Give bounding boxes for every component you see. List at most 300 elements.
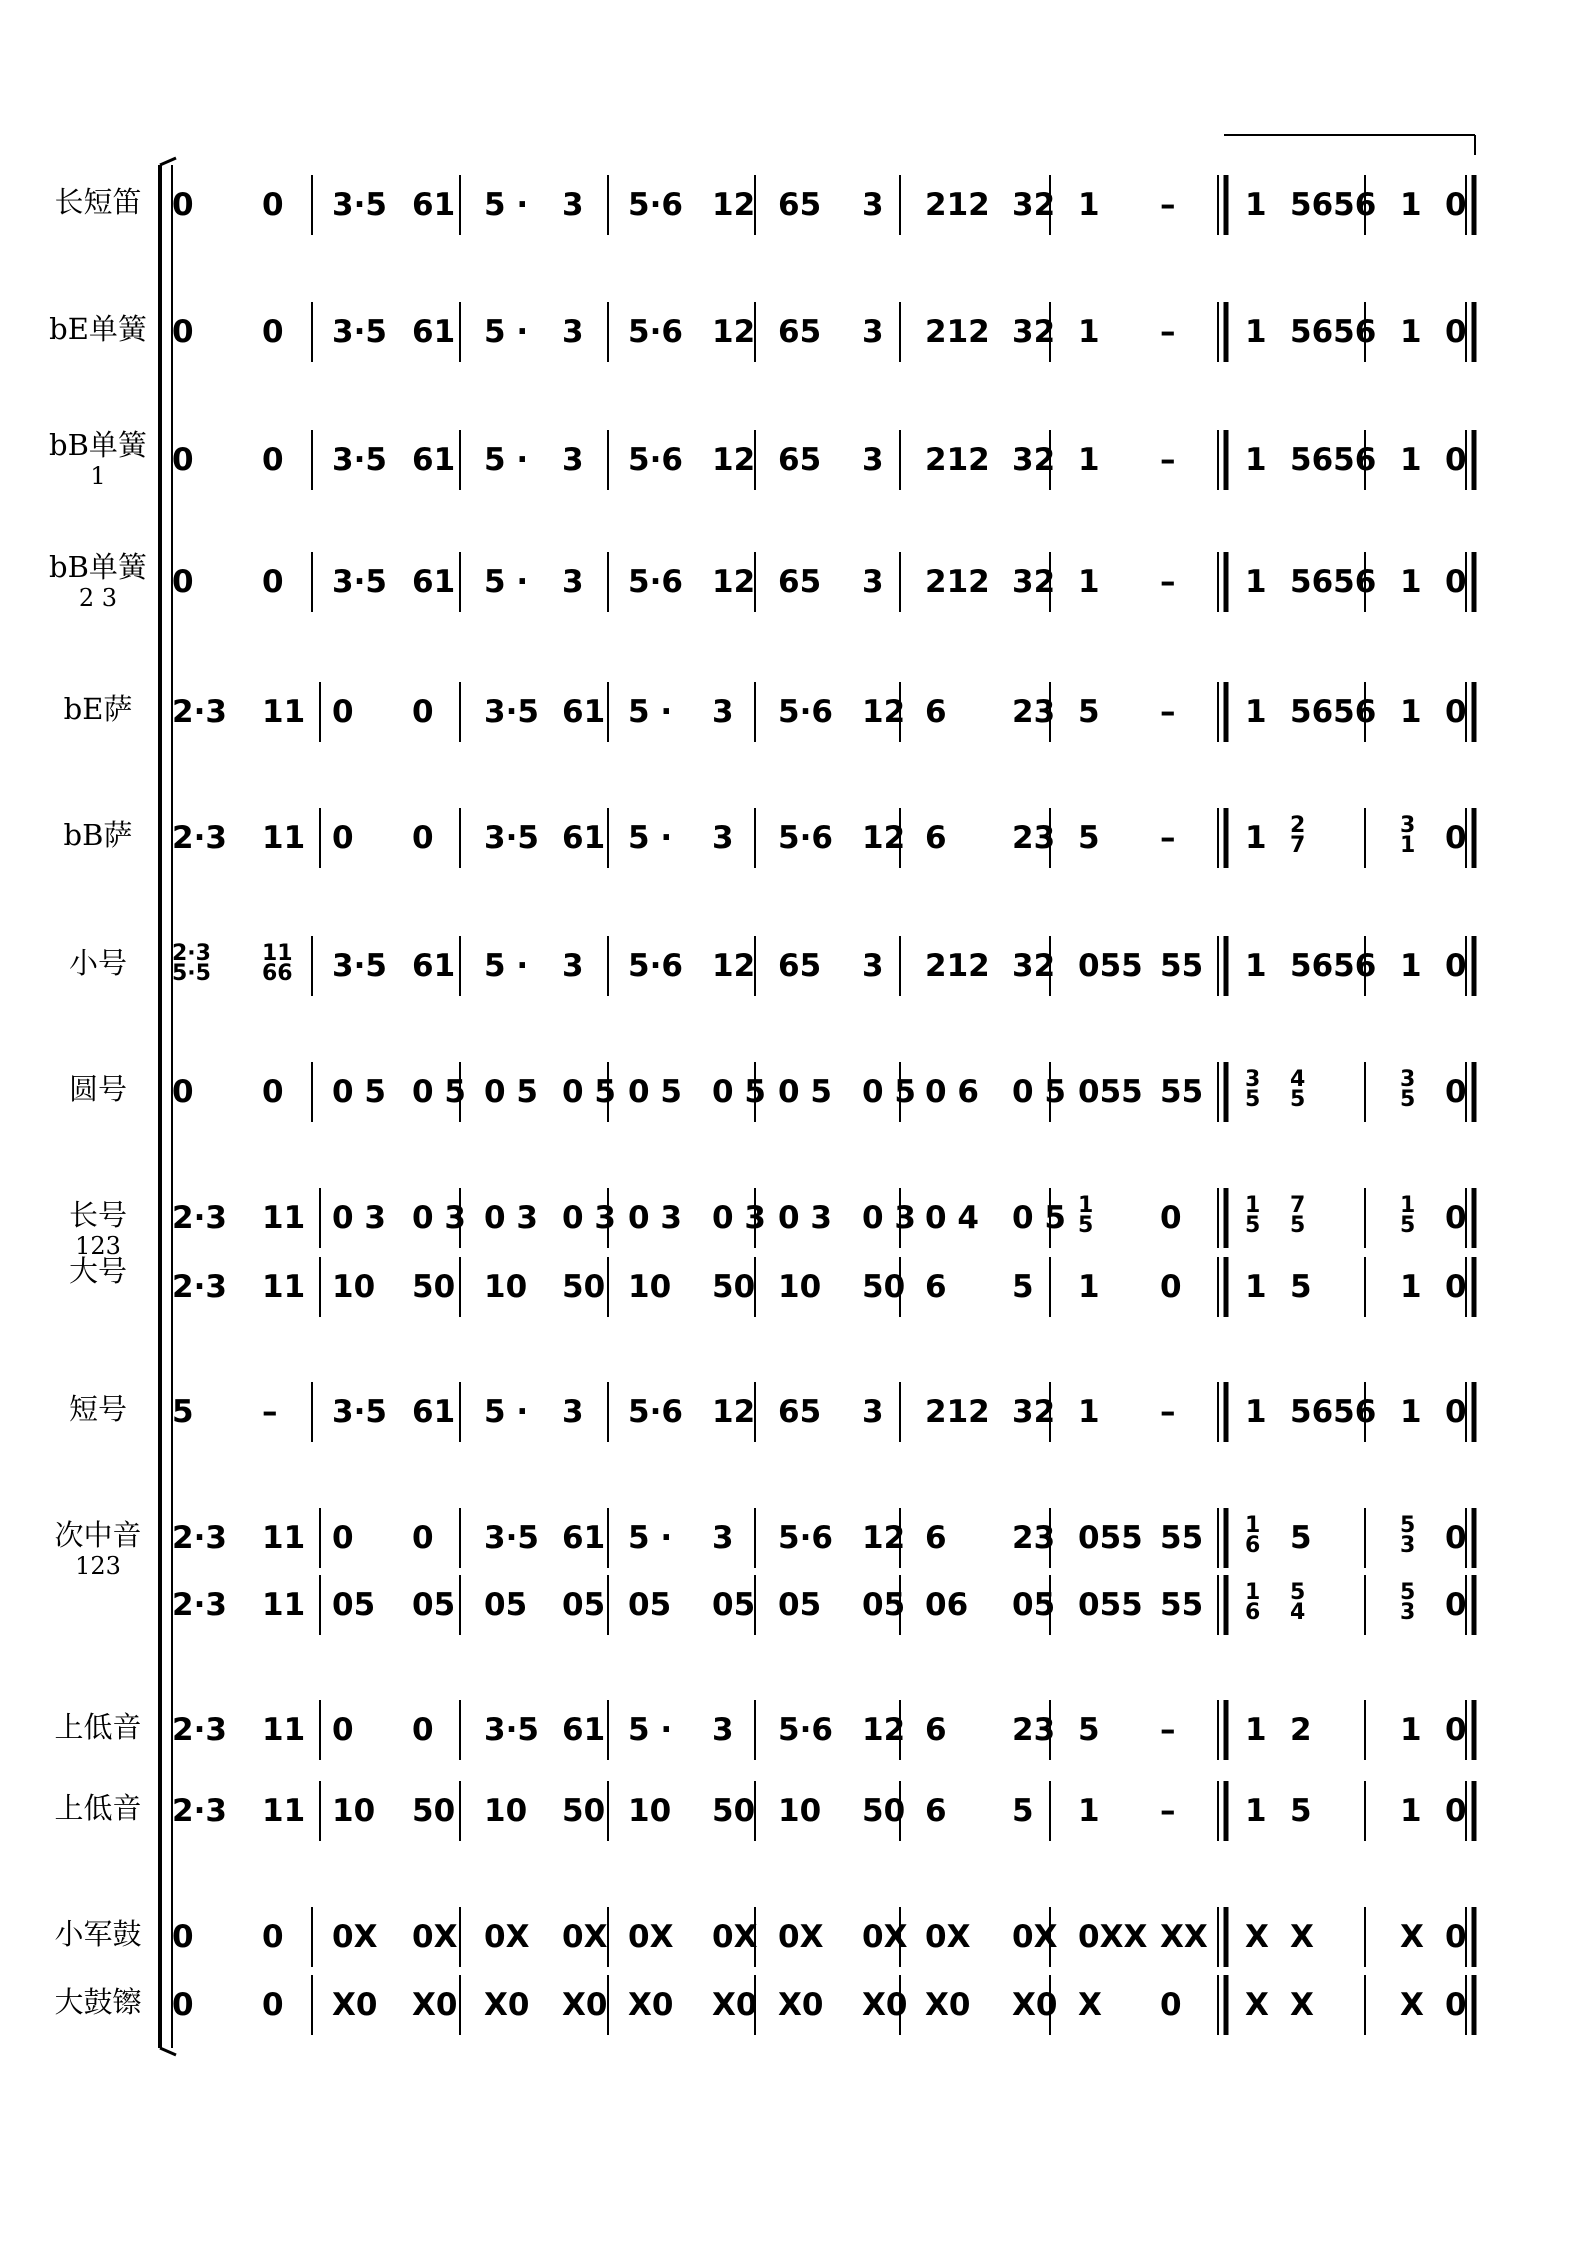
- note-cell: 212: [925, 314, 990, 350]
- note-cell: X0: [562, 1987, 608, 2023]
- note-cell: 1: [1400, 948, 1422, 984]
- note-cell: 5656: [1290, 1394, 1377, 1430]
- note-cell: 12: [712, 187, 756, 223]
- note-cell: 5·6: [628, 442, 683, 478]
- note-cell: 1: [1245, 820, 1267, 856]
- note-cell: 212: [925, 1394, 990, 1430]
- note-cell: 55: [1160, 1587, 1204, 1623]
- note-cell: 1: [1245, 564, 1267, 600]
- note-cell: 5 ·: [484, 442, 529, 478]
- instrument-label: [38, 1985, 158, 2019]
- note-cell: 32: [1012, 314, 1056, 350]
- note-cell: 32: [1012, 1394, 1056, 1430]
- note-cell: 10: [332, 1269, 376, 1305]
- note-cell: 10: [628, 1793, 672, 1829]
- note-cell: 0X: [925, 1919, 971, 1955]
- note-cell: 3: [712, 1712, 734, 1748]
- note-cell: 212: [925, 187, 990, 223]
- instrument-label: [38, 1791, 158, 1825]
- note-cell: 3: [862, 564, 884, 600]
- note-cell: 5: [1012, 1793, 1034, 1829]
- instrument-name: 小军鼓: [54, 1917, 142, 1951]
- note-cell: 1: [1245, 187, 1267, 223]
- note-cell: 05: [862, 1587, 906, 1623]
- note-cell: 1: [1245, 314, 1267, 350]
- note-cell: 65: [778, 1394, 822, 1430]
- instrument-name: bB萨: [63, 818, 133, 852]
- note-cell: 32: [1012, 187, 1056, 223]
- note-cell: X0: [484, 1987, 530, 2023]
- note-cell: 11: [262, 1200, 306, 1236]
- note-cell: 0: [1445, 1919, 1467, 1955]
- note-cell: 5: [1290, 1520, 1312, 1556]
- note-cell: 65: [778, 314, 822, 350]
- note-cell: 0: [172, 1074, 194, 1110]
- instrument-name: 大鼓镲: [54, 1985, 142, 2019]
- note-cell: –: [1160, 694, 1176, 730]
- note-cell: 5·6: [628, 948, 683, 984]
- instrument-label: [38, 1254, 158, 1288]
- note-cell: 0 5: [628, 1074, 682, 1110]
- note-cell: 0: [1445, 820, 1467, 856]
- note-cell: 55: [1160, 948, 1204, 984]
- instrument-label: [38, 1072, 158, 1106]
- note-cell: –: [1160, 820, 1176, 856]
- instrument-sub: 123: [75, 1232, 121, 1260]
- note-cell: 1: [1400, 564, 1422, 600]
- note-cell: 0: [412, 1520, 434, 1556]
- note-cell: 2: [1290, 1712, 1312, 1748]
- note-cell: 1 5: [1400, 1193, 1416, 1238]
- note-cell: 61: [412, 1394, 456, 1430]
- note-cell: 5: [1290, 1269, 1312, 1305]
- note-cell: 50: [412, 1793, 456, 1829]
- note-cell: X0: [778, 1987, 824, 2023]
- instrument-name: bE萨: [63, 692, 133, 726]
- note-cell: 0: [262, 564, 284, 600]
- note-cell: 2·3: [172, 694, 227, 730]
- note-cell: 0X: [862, 1919, 908, 1955]
- note-cell: 1: [1245, 1793, 1267, 1829]
- note-cell: 0: [332, 820, 354, 856]
- note-cell: 61: [562, 1520, 606, 1556]
- note-cell: 6: [925, 1269, 947, 1305]
- instrument-name: 上低音: [54, 1791, 142, 1825]
- note-cell: 0: [262, 1919, 284, 1955]
- note-cell: 3·5: [332, 948, 387, 984]
- note-cell: 0: [1445, 1269, 1467, 1305]
- note-cell: 3: [562, 314, 584, 350]
- note-cell: 55: [1160, 1520, 1204, 1556]
- note-cell: 0 5: [712, 1074, 766, 1110]
- note-cell: 5 ·: [628, 694, 673, 730]
- note-cell: 3: [862, 314, 884, 350]
- note-cell: 1: [1078, 314, 1100, 350]
- note-cell: 12: [712, 564, 756, 600]
- note-cell: 2·3: [172, 1200, 227, 1236]
- note-cell: 0: [262, 1074, 284, 1110]
- note-cell: 5 ·: [628, 1712, 673, 1748]
- note-cell: 0 4: [925, 1200, 979, 1236]
- note-cell: 5·6: [628, 187, 683, 223]
- note-cell: 10: [484, 1793, 528, 1829]
- note-cell: 10: [778, 1793, 822, 1829]
- note-cell: 12: [712, 314, 756, 350]
- note-cell: 3: [562, 948, 584, 984]
- note-cell: 1: [1400, 442, 1422, 478]
- note-cell: X: [1245, 1919, 1269, 1955]
- instrument-label: [38, 1392, 158, 1426]
- note-cell: 1: [1245, 694, 1267, 730]
- note-cell: 61: [412, 187, 456, 223]
- note-cell: 5·6: [628, 314, 683, 350]
- note-cell: 3: [862, 442, 884, 478]
- note-cell: 0: [1445, 1987, 1467, 2023]
- note-cell: 50: [712, 1269, 756, 1305]
- note-cell: 5: [1012, 1269, 1034, 1305]
- note-cell: 50: [562, 1793, 606, 1829]
- note-cell: 3: [562, 442, 584, 478]
- note-cell: 0: [1445, 948, 1467, 984]
- note-cell: 3: [712, 694, 734, 730]
- note-cell: 50: [862, 1269, 906, 1305]
- note-cell: 0 6: [925, 1074, 979, 1110]
- note-cell: 0 5: [1012, 1200, 1066, 1236]
- note-cell: 055: [1078, 1587, 1143, 1623]
- note-cell: 1: [1245, 442, 1267, 478]
- note-cell: 0: [1160, 1987, 1182, 2023]
- note-cell: 11: [262, 1520, 306, 1556]
- note-cell: 61: [562, 694, 606, 730]
- note-cell: 1: [1400, 187, 1422, 223]
- note-cell: 23: [1012, 820, 1056, 856]
- note-cell: 5: [1078, 1712, 1100, 1748]
- note-cell: 055: [1078, 1520, 1143, 1556]
- note-cell: 5·6: [778, 694, 833, 730]
- note-cell: 0 3: [332, 1200, 386, 1236]
- instrument-label: [38, 550, 158, 612]
- note-cell: 0: [172, 1987, 194, 2023]
- note-cell: 11 66: [262, 941, 293, 986]
- note-cell: 1: [1400, 1269, 1422, 1305]
- note-cell: 5 3: [1400, 1513, 1416, 1558]
- instrument-label: [38, 1710, 158, 1744]
- note-cell: 1 5: [1245, 1193, 1261, 1238]
- note-cell: 65: [778, 442, 822, 478]
- note-cell: X: [1078, 1987, 1102, 2023]
- note-cell: 50: [412, 1269, 456, 1305]
- note-cell: 32: [1012, 564, 1056, 600]
- note-cell: 50: [712, 1793, 756, 1829]
- note-cell: 05: [412, 1587, 456, 1623]
- instrument-sub: 123: [75, 1552, 121, 1580]
- note-cell: 0 3: [412, 1200, 466, 1236]
- note-cell: 0: [412, 694, 434, 730]
- note-cell: 61: [412, 314, 456, 350]
- note-cell: –: [1160, 314, 1176, 350]
- note-cell: 50: [862, 1793, 906, 1829]
- note-cell: 2·3 5·5: [172, 941, 211, 986]
- note-cell: 61: [412, 442, 456, 478]
- note-cell: 7 5: [1290, 1193, 1306, 1238]
- instrument-name: 长号: [68, 1198, 127, 1232]
- note-cell: 5·6: [628, 1394, 683, 1430]
- instrument-sub: 2 3: [78, 584, 118, 612]
- instrument-label: [38, 428, 158, 490]
- note-cell: 5 3: [1400, 1580, 1416, 1625]
- note-cell: 1: [1245, 1269, 1267, 1305]
- note-cell: 055: [1078, 1074, 1143, 1110]
- note-cell: 1: [1078, 187, 1100, 223]
- note-cell: 0 3: [484, 1200, 538, 1236]
- note-cell: X: [1400, 1987, 1424, 2023]
- note-cell: 5 ·: [484, 314, 529, 350]
- note-cell: 1: [1245, 1712, 1267, 1748]
- note-cell: XX: [1160, 1919, 1208, 1955]
- note-cell: 05: [712, 1587, 756, 1623]
- note-cell: –: [1160, 1712, 1176, 1748]
- instrument-sub: 1: [90, 462, 106, 490]
- note-cell: 6: [925, 820, 947, 856]
- note-cell: X0: [925, 1987, 971, 2023]
- note-cell: 12: [862, 1712, 906, 1748]
- instrument-name: 上低音: [54, 1710, 142, 1744]
- note-cell: 5656: [1290, 314, 1377, 350]
- note-cell: 6: [925, 1712, 947, 1748]
- note-cell: –: [262, 1394, 278, 1430]
- note-cell: 65: [778, 564, 822, 600]
- note-cell: 2·3: [172, 1269, 227, 1305]
- note-cell: 0: [172, 314, 194, 350]
- note-cell: –: [1160, 442, 1176, 478]
- instrument-label: [38, 946, 158, 980]
- note-cell: 0: [1445, 1394, 1467, 1430]
- note-cell: 10: [628, 1269, 672, 1305]
- note-cell: 0: [1160, 1269, 1182, 1305]
- note-cell: 1: [1078, 1269, 1100, 1305]
- note-cell: 3: [562, 564, 584, 600]
- instrument-label: [38, 1518, 158, 1580]
- note-cell: 32: [1012, 442, 1056, 478]
- note-cell: 0X: [712, 1919, 758, 1955]
- note-cell: 5·6: [778, 1520, 833, 1556]
- note-cell: 5·6: [628, 564, 683, 600]
- note-cell: 3: [712, 820, 734, 856]
- note-cell: 2·3: [172, 1793, 227, 1829]
- note-cell: 0: [262, 314, 284, 350]
- note-cell: 05: [562, 1587, 606, 1623]
- note-cell: 61: [412, 564, 456, 600]
- note-cell: 2 7: [1290, 813, 1306, 858]
- note-cell: X0: [1012, 1987, 1058, 2023]
- instrument-name: 小号: [68, 946, 127, 980]
- instrument-label: [38, 1198, 158, 1260]
- note-cell: 61: [562, 820, 606, 856]
- note-cell: 12: [862, 1520, 906, 1556]
- note-cell: 1: [1400, 694, 1422, 730]
- note-cell: 5: [172, 1394, 194, 1430]
- note-cell: 3 1: [1400, 813, 1416, 858]
- note-cell: 0: [1445, 1587, 1467, 1623]
- note-cell: 0: [1445, 442, 1467, 478]
- note-cell: 2·3: [172, 1587, 227, 1623]
- note-cell: 1: [1078, 442, 1100, 478]
- note-cell: X: [1290, 1919, 1314, 1955]
- instrument-name: 长短笛: [54, 185, 142, 219]
- note-cell: 5656: [1290, 948, 1377, 984]
- note-cell: 5: [1290, 1793, 1312, 1829]
- note-cell: 0: [332, 1712, 354, 1748]
- note-cell: 5·6: [778, 1712, 833, 1748]
- note-cell: 0 5: [778, 1074, 832, 1110]
- note-cell: 0: [262, 1987, 284, 2023]
- note-cell: 4 5: [1290, 1067, 1306, 1112]
- note-cell: 0: [172, 1919, 194, 1955]
- note-cell: 23: [1012, 1520, 1056, 1556]
- bracket-top: [160, 158, 176, 165]
- note-cell: 1: [1400, 314, 1422, 350]
- note-cell: 1: [1245, 948, 1267, 984]
- note-cell: 0: [1445, 1200, 1467, 1236]
- note-cell: 3·5: [484, 1520, 539, 1556]
- note-cell: 0: [332, 694, 354, 730]
- note-cell: 0 3: [562, 1200, 616, 1236]
- note-cell: 2·3: [172, 1712, 227, 1748]
- note-cell: 5656: [1290, 187, 1377, 223]
- note-cell: 11: [262, 820, 306, 856]
- note-cell: 212: [925, 442, 990, 478]
- instrument-label: [38, 692, 158, 726]
- note-cell: 12: [712, 948, 756, 984]
- note-cell: 212: [925, 564, 990, 600]
- note-cell: 0: [1445, 694, 1467, 730]
- note-cell: 0X: [778, 1919, 824, 1955]
- instrument-name: 短号: [68, 1392, 127, 1426]
- note-cell: 0X: [1012, 1919, 1058, 1955]
- note-cell: 0X: [332, 1919, 378, 1955]
- note-cell: 0: [172, 564, 194, 600]
- note-cell: 2·3: [172, 820, 227, 856]
- note-cell: X: [1400, 1919, 1424, 1955]
- note-cell: 12: [712, 442, 756, 478]
- instrument-label: [38, 818, 158, 852]
- note-cell: 3: [862, 948, 884, 984]
- note-cell: 3 5: [1245, 1067, 1261, 1112]
- note-cell: 05: [778, 1587, 822, 1623]
- note-cell: –: [1160, 1394, 1176, 1430]
- note-cell: 0 5: [862, 1074, 916, 1110]
- note-cell: 06: [925, 1587, 969, 1623]
- note-cell: X0: [332, 1987, 378, 2023]
- note-cell: 32: [1012, 948, 1056, 984]
- note-cell: 05: [1012, 1587, 1056, 1623]
- note-cell: 0 3: [628, 1200, 682, 1236]
- note-cell: 0: [412, 820, 434, 856]
- note-cell: 1 5: [1078, 1193, 1094, 1238]
- note-cell: 0: [172, 442, 194, 478]
- note-cell: X0: [862, 1987, 908, 2023]
- note-cell: 5 ·: [484, 187, 529, 223]
- note-cell: 3·5: [332, 314, 387, 350]
- note-cell: 0: [1445, 564, 1467, 600]
- note-cell: 5 4: [1290, 1580, 1306, 1625]
- note-cell: –: [1160, 564, 1176, 600]
- note-cell: 1: [1400, 1712, 1422, 1748]
- note-cell: 0: [1445, 1712, 1467, 1748]
- note-cell: 0: [1445, 1793, 1467, 1829]
- note-cell: 5 ·: [484, 948, 529, 984]
- note-cell: 11: [262, 1587, 306, 1623]
- note-cell: 1 6: [1245, 1513, 1261, 1558]
- note-cell: 1 6: [1245, 1580, 1261, 1625]
- note-cell: 0X: [628, 1919, 674, 1955]
- note-cell: 12: [862, 820, 906, 856]
- instrument-name: 次中音: [54, 1518, 142, 1552]
- note-cell: 5656: [1290, 442, 1377, 478]
- note-cell: 61: [562, 1712, 606, 1748]
- note-cell: 3·5: [484, 820, 539, 856]
- note-cell: 0 5: [562, 1074, 616, 1110]
- note-cell: 1: [1078, 564, 1100, 600]
- note-cell: 11: [262, 1793, 306, 1829]
- note-cell: 10: [332, 1793, 376, 1829]
- note-cell: 11: [262, 1712, 306, 1748]
- note-cell: 2·3: [172, 1520, 227, 1556]
- note-cell: X: [1245, 1987, 1269, 2023]
- note-cell: 11: [262, 694, 306, 730]
- note-cell: 212: [925, 948, 990, 984]
- note-cell: 0 5: [412, 1074, 466, 1110]
- note-cell: 6: [925, 694, 947, 730]
- note-cell: 0: [412, 1712, 434, 1748]
- note-cell: 0 3: [862, 1200, 916, 1236]
- note-cell: –: [1160, 1793, 1176, 1829]
- note-cell: 10: [778, 1269, 822, 1305]
- note-cell: 0 3: [712, 1200, 766, 1236]
- note-cell: 3: [862, 1394, 884, 1430]
- instrument-name: bE单簧: [49, 312, 147, 346]
- note-cell: 0: [1445, 314, 1467, 350]
- note-cell: 1: [1078, 1793, 1100, 1829]
- note-cell: 0X: [562, 1919, 608, 1955]
- note-cell: 5656: [1290, 694, 1377, 730]
- note-cell: 5 ·: [628, 1520, 673, 1556]
- note-cell: 55: [1160, 1074, 1204, 1110]
- note-cell: 11: [262, 1269, 306, 1305]
- note-cell: 0: [332, 1520, 354, 1556]
- note-cell: 05: [628, 1587, 672, 1623]
- note-cell: 055: [1078, 948, 1143, 984]
- note-cell: 0X: [484, 1919, 530, 1955]
- note-cell: 0: [262, 187, 284, 223]
- instrument-name: bB单簧: [49, 550, 147, 584]
- note-cell: 0XX: [1078, 1919, 1148, 1955]
- note-cell: 0 5: [484, 1074, 538, 1110]
- note-cell: 61: [412, 948, 456, 984]
- note-cell: 3·5: [332, 1394, 387, 1430]
- note-cell: 3: [562, 1394, 584, 1430]
- note-cell: 5·6: [778, 820, 833, 856]
- bracket-bottom: [160, 2048, 176, 2055]
- note-cell: 5 ·: [484, 1394, 529, 1430]
- note-cell: 6: [925, 1520, 947, 1556]
- note-cell: 3·5: [484, 1712, 539, 1748]
- note-cell: 0: [1445, 187, 1467, 223]
- note-cell: 50: [562, 1269, 606, 1305]
- note-cell: 05: [332, 1587, 376, 1623]
- note-cell: 1: [1245, 1394, 1267, 1430]
- note-cell: 65: [778, 187, 822, 223]
